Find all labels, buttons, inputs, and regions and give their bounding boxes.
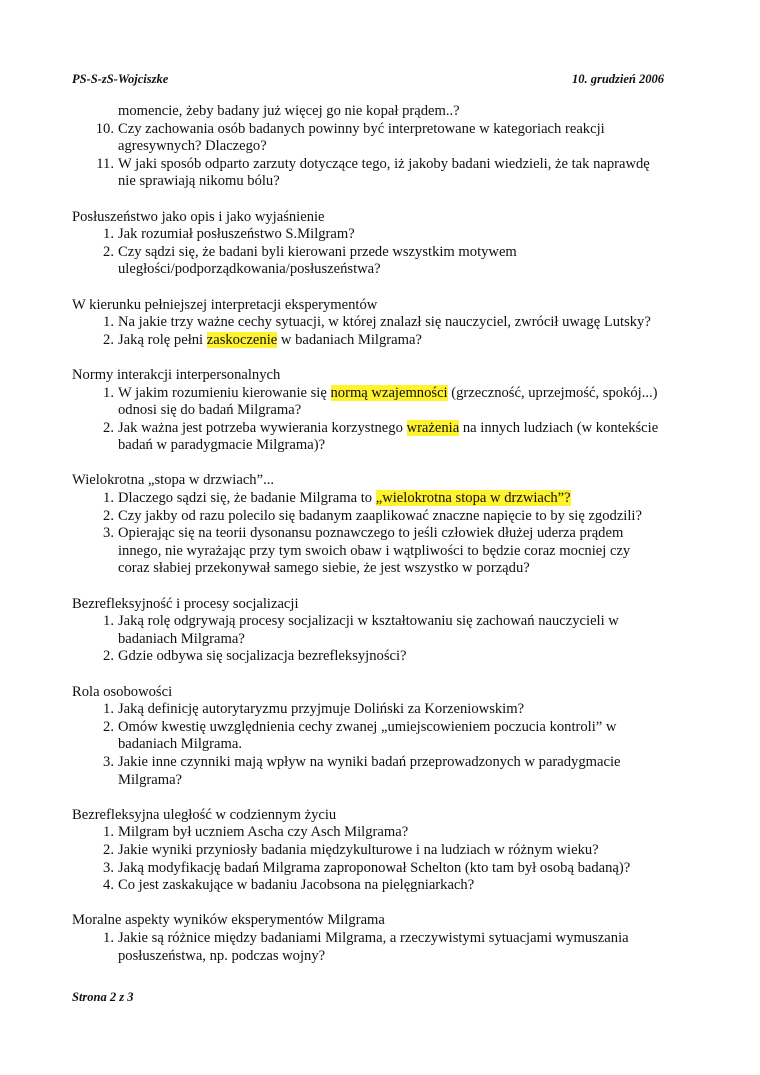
- item-text: Czy zachowania osób badanych powinny być interpretowane w kategoriach reakcji: [118, 120, 605, 137]
- list-item: [72, 244, 692, 279]
- item-text: Jaką definicję autorytaryzmu przyjmuje Doliński za Korzeniowskim?: [118, 701, 525, 718]
- question-list: [72, 613, 692, 666]
- item-text: [118, 490, 692, 508]
- item-text-cont: odnosi się do badań Milgrama?: [118, 402, 302, 419]
- item-text: Czy jakby od razu polecilo się badanym zaaplikować znaczne napięcie to by się zgodzili?: [118, 507, 642, 524]
- item-number: 2.: [103, 841, 114, 858]
- item-text-cont: posłuszeństwa, np. podczas wojny?: [118, 947, 326, 964]
- list-item: [72, 226, 692, 244]
- list-item: [72, 385, 692, 420]
- section: [72, 297, 692, 350]
- header-date: 10. grudzień 2006: [571, 72, 664, 86]
- question-list: [72, 226, 692, 279]
- item-number: 3.: [103, 525, 114, 542]
- question-list: [72, 701, 692, 789]
- section-title: Rola osobowości: [72, 683, 173, 700]
- item-number: 2.: [103, 648, 114, 665]
- item-text-part: Jaką rolę pełni: [118, 331, 207, 348]
- item-number: 1.: [103, 384, 114, 401]
- item-text: Opierając się na teorii dysonansu poznawczego to jeśli człowiek dłużej uderza prądem: [118, 525, 624, 542]
- item-text-cont: Milgrama?: [118, 771, 183, 788]
- section: [72, 807, 692, 895]
- item-number: 2.: [103, 331, 114, 348]
- item-text-part: (grzeczność, uprzejmość, spokój...): [447, 384, 658, 401]
- item-text-cont: badaniach Milgrama?: [118, 630, 245, 647]
- document-body: [72, 103, 692, 965]
- top-list: [72, 121, 692, 191]
- item-number: 1.: [103, 226, 114, 243]
- item-number: 1.: [103, 613, 114, 630]
- highlighted-term: „wielokrotna stopa w drzwiach”?: [375, 490, 571, 507]
- item-text: Jakie inne czynniki mają wpływ na wyniki badań przeprowadzonych w paradygmacie: [118, 753, 621, 770]
- item-number: 2.: [103, 419, 114, 436]
- item-number: 4.: [103, 877, 114, 894]
- question-list: [72, 930, 692, 965]
- item-number: 10.: [95, 120, 114, 137]
- list-item: [72, 930, 692, 965]
- list-item: [72, 842, 692, 860]
- item-text-part: Jak ważna jest potrzeba wywierania korzystnego: [118, 419, 407, 436]
- item-text: [118, 332, 692, 350]
- question-list: [72, 385, 692, 455]
- item-text: Milgram był uczniem Ascha czy Asch Milgrama?: [118, 824, 409, 841]
- page-footer: Strona 2 z 3: [72, 990, 134, 1004]
- item-text: W jaki sposób odparto zarzuty dotyczące tego, iż jakoby badani wiedzieli, że tak naprawdę: [118, 155, 650, 172]
- item-text: [118, 420, 692, 438]
- section-title: Moralne aspekty wyników eksperymentów Milgrama: [72, 912, 385, 929]
- list-item: [72, 508, 692, 526]
- item-text: Jak rozumiał posłuszeństwo S.Milgram?: [118, 226, 355, 243]
- continuation-line: momencie, żeby badany już więcej go nie kopał prądem..?: [118, 103, 460, 119]
- item-text-cont: badań w paradygmacie Milgrama)?: [118, 437, 326, 454]
- item-number: 11.: [96, 155, 114, 172]
- list-item: [72, 860, 692, 878]
- question-list: [72, 490, 692, 578]
- item-text-cont: nie sprawiają nikomu bólu?: [118, 173, 280, 190]
- item-number: 1.: [103, 314, 114, 331]
- list-item: [72, 525, 692, 578]
- list-item: [72, 648, 692, 666]
- item-number: 3.: [103, 753, 114, 770]
- list-item: [72, 490, 692, 508]
- section-title: Normy interakcji interpersonalnych: [72, 366, 281, 383]
- list-item: [72, 121, 692, 156]
- section-title: Bezrefleksyjna uległość w codziennym życiu: [72, 806, 337, 823]
- item-text: Jakie są różnice między badaniami Milgrama, a rzeczywistymi sytuacjami wymuszania: [118, 929, 629, 946]
- item-text: Gdzie odbywa się socjalizacja bezrefleksyjności?: [118, 648, 407, 665]
- section-title: Wielokrotna „stopa w drzwiach”...: [72, 472, 275, 489]
- list-item: [72, 877, 692, 895]
- item-number: 1.: [103, 701, 114, 718]
- item-text: Na jakie trzy ważne cechy sytuacji, w której znalazł się nauczyciel, zwrócił uwagę Lutsky?: [118, 314, 651, 331]
- section: [72, 472, 692, 578]
- item-text: Jaką modyfikację badań Milgrama zaproponował Schelton (kto tam był osobą badaną)?: [118, 859, 631, 876]
- item-number: 1.: [103, 490, 114, 507]
- highlighted-term: normą wzajemności: [330, 384, 448, 401]
- section: [72, 367, 692, 455]
- item-text: Omów kwestię uwzględnienia cechy zwanej „umiejscowieniem poczucia kontroli” w: [118, 718, 617, 735]
- section-title: Bezrefleksyjność i procesy socjalizacji: [72, 595, 299, 612]
- item-number: 1.: [103, 824, 114, 841]
- item-number: 2.: [103, 507, 114, 524]
- item-text-part: Dlaczego sądzi się, że badanie Milgrama to: [118, 490, 376, 507]
- highlighted-term: zaskoczenie: [206, 331, 278, 348]
- section: [72, 912, 692, 965]
- list-item: [72, 314, 692, 332]
- item-number: 3.: [103, 859, 114, 876]
- section: [72, 684, 692, 790]
- highlighted-term: wrażenia: [406, 419, 460, 436]
- item-number: 2.: [103, 243, 114, 260]
- header-left: PS-S-zS-Wojciszke: [72, 72, 169, 86]
- question-list: [72, 314, 692, 349]
- section-title: Posłuszeństwo jako opis i jako wyjaśnienie: [72, 208, 325, 225]
- item-text-part: na innych ludziach (w kontekście: [459, 419, 659, 436]
- list-item: [72, 719, 692, 754]
- item-text-cont: agresywnych? Dlaczego?: [118, 138, 267, 155]
- item-text-cont: badaniach Milgrama.: [118, 736, 242, 753]
- list-item: [72, 156, 692, 191]
- item-text: Czy sądzi się, że badani byli kierowani przede wszystkim motywem: [118, 243, 517, 260]
- item-text-part: W jakim rozumieniu kierowanie się: [118, 384, 331, 401]
- item-text-cont: uległości/podporządkowania/posłuszeństwa?: [118, 261, 381, 278]
- section-title: W kierunku pełniejszej interpretacji eksperymentów: [72, 296, 378, 313]
- item-text: Co jest zaskakujące w badaniu Jacobsona na pielęgniarkach?: [118, 877, 475, 894]
- item-text: [118, 385, 692, 403]
- item-text: Jakie wyniki przyniosły badania międzykulturowe i na ludziach w różnym wieku?: [118, 841, 599, 858]
- list-item: [72, 613, 692, 648]
- sections-container: [72, 209, 692, 966]
- item-text-cont: innego, nie wyrażając przy tym swoich obaw i wątpliwości to będzie coraz mocniej czy: [118, 542, 631, 559]
- list-item: [72, 420, 692, 455]
- item-text-part: w badaniach Milgrama?: [277, 331, 422, 348]
- list-item: [72, 701, 692, 719]
- list-item: [72, 332, 692, 350]
- section: [72, 596, 692, 666]
- question-list: [72, 824, 692, 894]
- item-number: 1.: [103, 929, 114, 946]
- item-text-cont: coraz słabiej przekonywał samego siebie, że jest wszystko w porządu?: [118, 560, 530, 577]
- list-item: [72, 754, 692, 789]
- list-item: [72, 824, 692, 842]
- section: [72, 209, 692, 279]
- item-text: Jaką rolę odgrywają procesy socjalizacji w kształtowaniu się zachowań nauczycieli w: [118, 613, 619, 630]
- item-number: 2.: [103, 718, 114, 735]
